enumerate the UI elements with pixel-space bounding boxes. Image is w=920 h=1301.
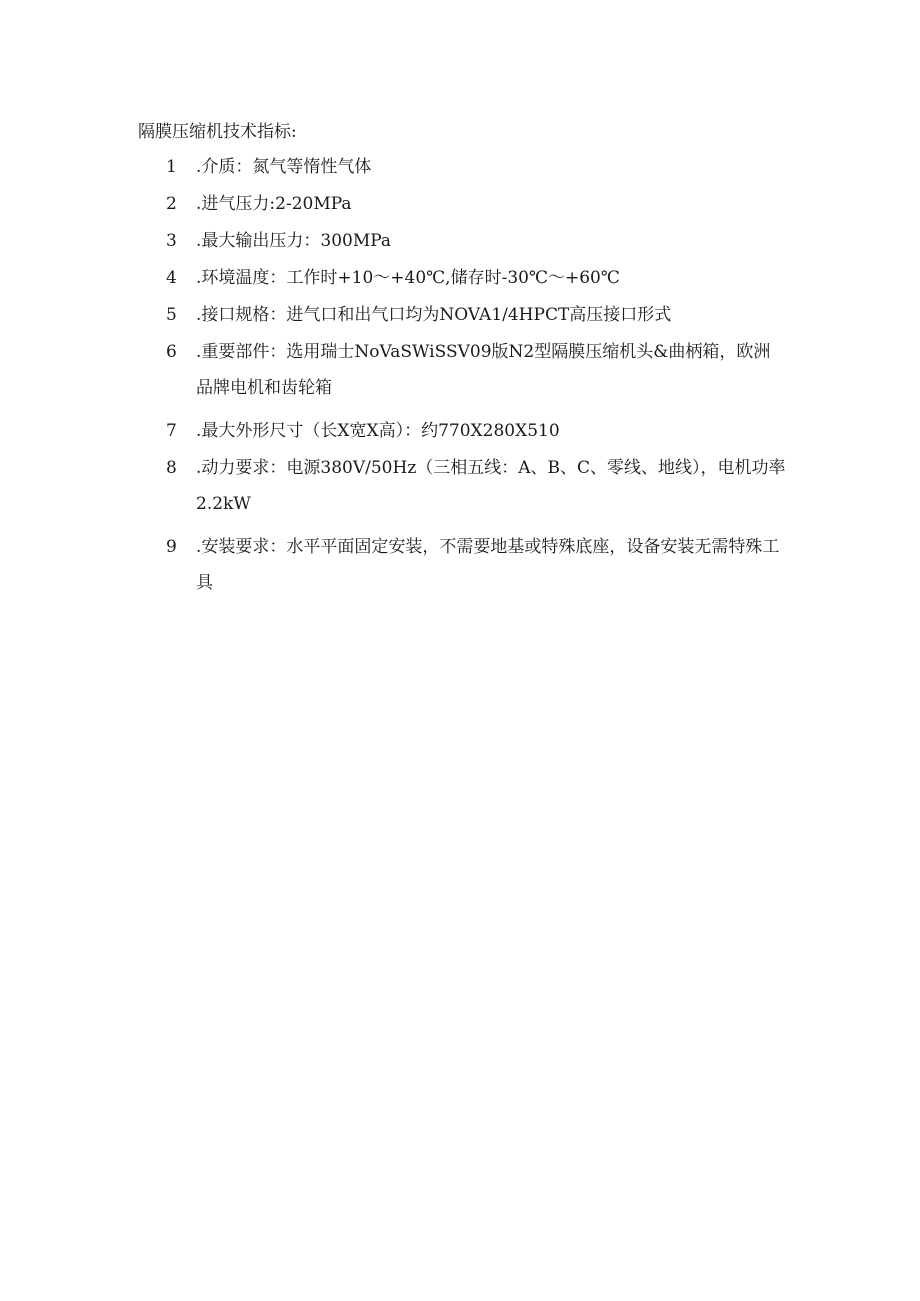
item-number: 4	[166, 268, 177, 288]
item-text: .最大外形尺寸（长X宽X高）：约770X280X510	[196, 421, 560, 441]
list-item	[166, 229, 786, 253]
item-number: 1	[166, 157, 177, 177]
item-text: .安装要求：水平平面固定安装，不需要地基或特殊底座，设备安装无需特殊工具	[196, 537, 780, 593]
item-number: 8	[166, 458, 177, 478]
list-item	[166, 303, 786, 327]
document-title: 隔膜压缩机技术指标:	[138, 122, 297, 142]
item-number: 3	[166, 231, 177, 251]
list-item	[166, 340, 786, 406]
list-item	[166, 535, 786, 601]
item-number: 5	[166, 305, 177, 325]
item-number: 7	[166, 421, 177, 441]
item-text: .进气压力:2-20MPa	[196, 194, 352, 214]
item-number: 2	[166, 194, 177, 214]
list-item	[166, 419, 786, 443]
list-item	[166, 192, 786, 216]
item-text: .最大输出压力：300MPa	[196, 231, 392, 251]
list-item	[166, 266, 786, 290]
item-number: 9	[166, 537, 177, 557]
item-number: 6	[166, 342, 177, 362]
item-text: .环境温度：工作时+10～+40℃,储存时-30℃～+60℃	[196, 268, 620, 288]
spec-list	[166, 155, 786, 614]
item-text: .重要部件：选用瑞士NoVaSWiSSV09版N2型隔膜压缩机头&曲柄箱，欧洲品牌电机和齿轮箱	[196, 342, 771, 398]
list-item	[166, 155, 786, 179]
item-text: .动力要求：电源380V/50Hz（三相五线：A、B、C、零线、地线），电机功率2.2kW	[196, 458, 786, 514]
item-text: .接口规格：进气口和出气口均为NOVA1/4HPCT高压接口形式	[196, 305, 672, 325]
list-item	[166, 456, 786, 522]
item-text: .介质：氮气等惰性气体	[196, 157, 372, 177]
